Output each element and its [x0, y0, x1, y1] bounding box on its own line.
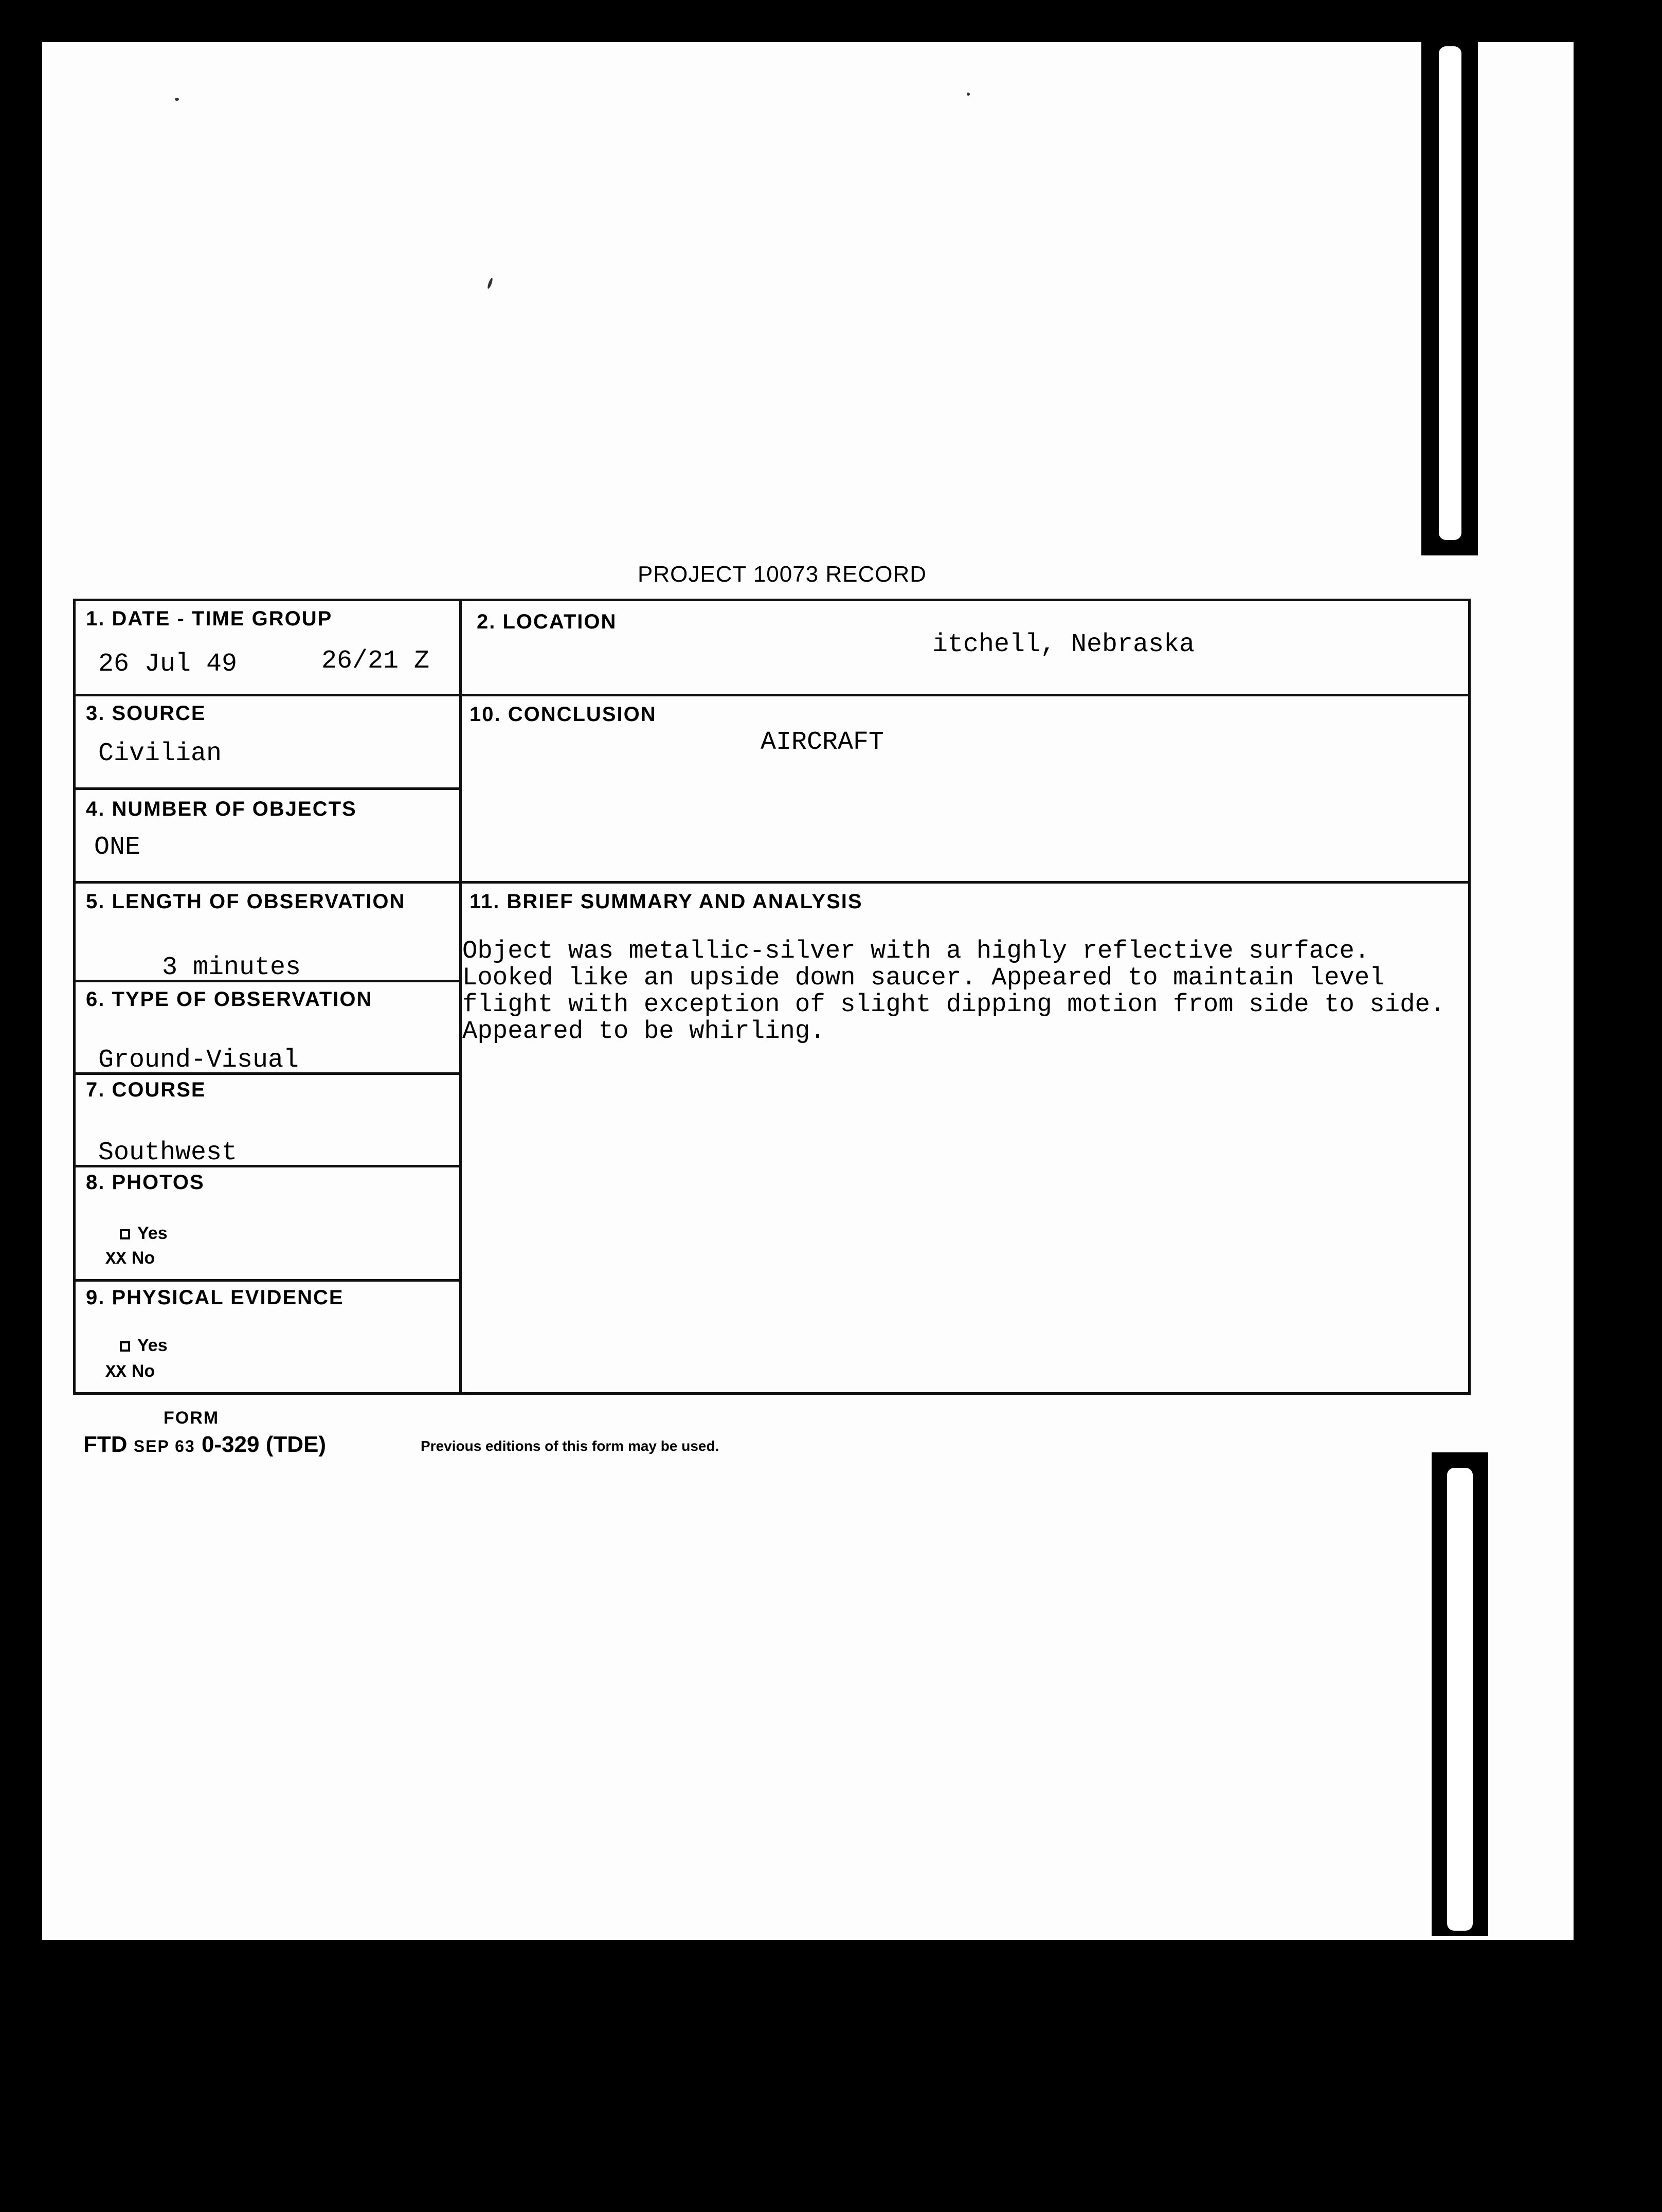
row-divider [76, 881, 1468, 884]
footer-ftd: FTD [83, 1432, 128, 1457]
checkbox-empty-icon [120, 1229, 130, 1239]
photos-yes-label: Yes [137, 1224, 168, 1243]
physical-yes-label: Yes [137, 1336, 168, 1355]
date-time-label: 1. DATE - TIME GROUP [86, 607, 333, 630]
time-value: 26/21 Z [321, 646, 430, 676]
scan-speck [967, 93, 970, 96]
length-of-observation-value: 3 minutes [162, 953, 301, 982]
form-title: PROJECT 10073 RECORD [638, 562, 927, 587]
physical-no-label: No [131, 1361, 155, 1381]
conclusion-value: AIRCRAFT [761, 728, 884, 757]
footer-form-id [83, 1432, 326, 1458]
type-of-observation-label: 6. TYPE OF OBSERVATION [86, 988, 373, 1011]
film-edge-bar-bottom [1432, 1452, 1488, 1936]
film-edge-bar-top [1421, 36, 1478, 555]
conclusion-label: 10. CONCLUSION [469, 703, 657, 726]
footer-note: Previous editions of this form may be used. [421, 1438, 719, 1454]
row-divider [76, 694, 1468, 696]
number-of-objects-value: ONE [94, 833, 141, 862]
course-value: Southwest [98, 1138, 238, 1167]
physical-evidence-label: 9. PHYSICAL EVIDENCE [86, 1286, 344, 1309]
location-label: 2. LOCATION [477, 610, 617, 633]
source-label: 3. SOURCE [86, 702, 206, 725]
number-of-objects-label: 4. NUMBER OF OBJECTS [86, 798, 357, 820]
physical-no-option[interactable] [105, 1361, 155, 1382]
course-label: 7. COURSE [86, 1078, 206, 1101]
photos-no-label: No [131, 1248, 155, 1268]
length-of-observation-label: 5. LENGTH OF OBSERVATION [86, 890, 406, 913]
photos-yes-option[interactable] [120, 1224, 168, 1244]
type-of-observation-value: Ground-Visual [98, 1046, 299, 1075]
footer-date-code: SEP 63 [133, 1437, 195, 1455]
summary-label: 11. BRIEF SUMMARY AND ANALYSIS [469, 890, 863, 913]
physical-yes-option[interactable] [120, 1336, 168, 1356]
photos-no-option[interactable] [105, 1248, 155, 1269]
checkbox-empty-icon [120, 1341, 130, 1352]
scan-speck [175, 98, 179, 101]
photos-no-mark: XX [105, 1250, 127, 1269]
location-value: itchell, Nebraska [932, 630, 1195, 659]
column-divider [459, 601, 462, 1392]
row-divider [76, 1279, 459, 1282]
source-value: Civilian [98, 739, 222, 768]
physical-no-mark: XX [105, 1363, 127, 1382]
summary-text: Object was metallic-silver with a highly reflective surface. Looked like an upside down saucer. Appeared to maintain level flight with exception of slight dipping motion from side to side. Appeared to be whirling. [462, 937, 1446, 1046]
row-divider [76, 787, 459, 790]
record-form [73, 599, 1471, 1395]
photos-label: 8. PHOTOS [86, 1171, 205, 1194]
footer-form-number: 0-329 (TDE) [201, 1432, 327, 1457]
date-value: 26 Jul 49 [98, 650, 238, 679]
footer-form-word: FORM [164, 1408, 220, 1428]
